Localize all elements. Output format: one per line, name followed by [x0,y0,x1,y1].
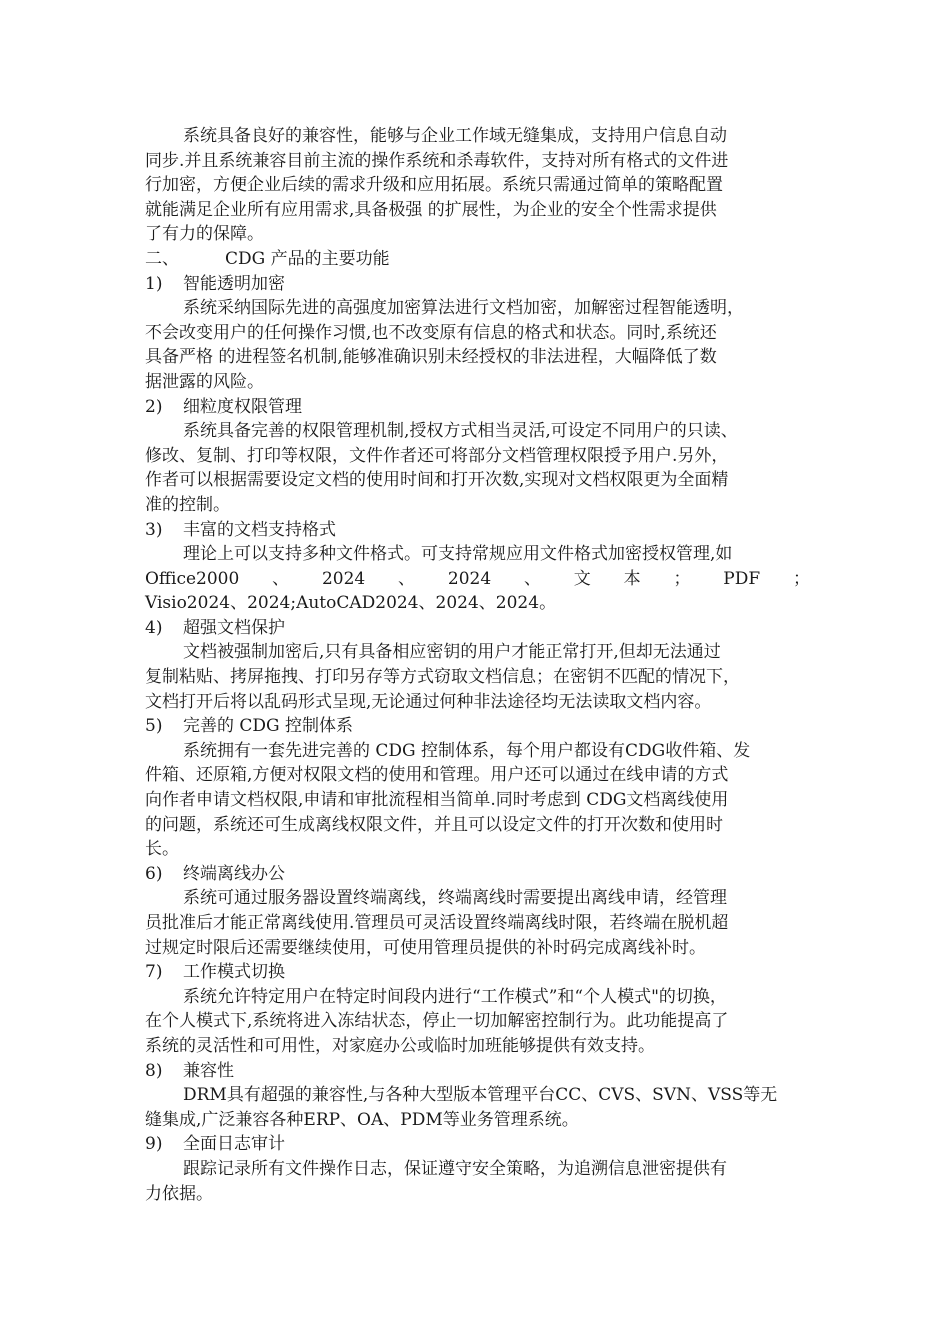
text-line: 系统具备良好的兼容性，能够与企业工作域无缝集成，支持用户信息自动 [183,126,727,146]
section-title: CDG 产品的主要功能 [225,248,390,269]
text-line: 的问题，系统还可生成离线权限文件，并且可以设定文件的打开次数和使用时 [145,814,723,835]
format-token: 、 [523,568,541,589]
text-line: 跟踪记录所有文件操作日志，保证遵守安全策略，为追溯信息泄密提供有 [183,1158,727,1179]
feature-number: 2) [145,396,163,417]
text-line: 系统可通过服务器设置终端离线，终端离线时需要提出离线申请，经管理 [183,888,727,909]
text-line: 不会改变用户的任何操作习惯,也不改变原有信息的格式和状态。同时,系统还 [145,322,717,343]
text-line: 具备严格 的进程签名机制,能够准确识别未经授权的非法进程，大幅降低了数 [145,347,717,368]
feature-title: 丰富的文档支持格式 [183,519,336,540]
format-token: PDF [723,568,761,589]
text-line: 文档被强制加密后,只有具备相应密钥的用户才能正常打开,但却无法通过 [183,642,721,663]
text-line: 缝集成,广泛兼容各种ERP、OA、PDM等业务管理系统。 [145,1109,579,1130]
text-line: 系统采纳国际先进的高强度加密算法进行文档加密，加解密过程智能透明， [183,298,744,319]
feature-title: 终端离线办公 [183,863,285,884]
feature-title: 超强文档保护 [183,617,285,638]
text-line: 件箱、还原箱,方便对权限文档的使用和管理。用户还可以通过在线申请的方式 [145,765,729,786]
feature-heading [145,960,810,985]
format-token: 2024 [447,568,492,589]
format-token: 本 [623,568,641,589]
feature-heading [145,272,810,297]
feature-title: 完善的 CDG 控制体系 [183,716,354,737]
feature-heading [145,518,810,543]
feature-heading [145,1132,810,1157]
format-token: 2024 [321,568,366,589]
feature-heading [145,714,810,739]
format-token: ； [792,568,810,589]
text-line: 复制粘贴、拷屏拖拽、打印另存等方式窃取文档信息；在密钥不匹配的情况下， [145,667,740,688]
justified-line [145,567,810,592]
text-line: 长。 [145,839,179,860]
feature-title: 细粒度权限管理 [183,396,302,417]
format-token: Office2000 [145,568,240,589]
feature-number: 4) [145,617,163,638]
text-line: DRM具有超强的兼容性,与各种大型版本管理平台CC、CVS、SVN、VSS等无 [183,1085,778,1106]
text-line: 系统具备完善的权限管理机制,授权方式相当灵活,可设定不同用户的只读、 [183,421,738,442]
feature-item [145,395,810,518]
intro-paragraph [145,124,810,247]
text-line: 在个人模式下,系统将进入冻结状态，停止一切加解密控制行为。此功能提高了 [145,1011,729,1032]
text-line: 系统拥有一套先进完善的 CDG 控制体系，每个用户都设有CDG收件箱、发 [183,740,751,761]
format-token: 、 [398,568,416,589]
feature-number: 1) [145,273,163,294]
feature-heading [145,862,810,887]
feature-item [145,862,810,960]
format-token: 、 [272,568,290,589]
text-line: 就能满足企业所有应用需求,具备极强 的扩展性，为企业的安全个性需求提供 [145,199,717,220]
feature-item [145,960,810,1058]
feature-number: 9) [145,1134,163,1155]
feature-number: 3) [145,519,163,540]
feature-item [145,272,810,395]
feature-number: 6) [145,863,163,884]
format-token: ； [673,568,691,589]
text-line: 系统允许特定用户在特定时间段内进行“工作模式”和“个人模式"的切换， [183,986,727,1007]
text-line: 员批准后才能正常离线使用.管理员可灵活设置终端离线时限，若终端在脱机超 [145,913,729,933]
text-line: Visio2024、2024;AutoCAD2024、2024、2024。 [145,593,557,614]
feature-item [145,518,810,616]
feature-heading [145,1059,810,1084]
feature-item [145,1132,810,1206]
format-token: 文 [573,568,591,589]
text-line: 据泄露的风险。 [145,371,264,392]
section-heading [145,247,810,272]
text-line: 准的控制。 [145,494,230,515]
feature-number: 7) [145,962,163,983]
text-line: 了有力的保障。 [145,224,264,245]
text-line: 作者可以根据需要设定文档的使用时间和打开次数,实现对文档权限更为全面精 [145,470,729,491]
section-number: 二、 [145,248,179,269]
feature-number: 8) [145,1060,163,1081]
feature-number: 5) [145,716,163,737]
text-line: 理论上可以支持多种文件格式。可支持常规应用文件格式加密授权管理,如 [183,544,733,565]
feature-item [145,714,810,862]
text-line: 行加密，方便企业后续的需求升级和应用拓展。系统只需通过简单的策略配置 [145,175,723,196]
document-body [145,124,810,1206]
text-line: 同步.并且系统兼容目前主流的操作系统和杀毒软件，支持对所有格式的文件进 [145,150,729,171]
text-line: 系统的灵活性和可用性，对家庭办公或临时加班能够提供有效支持。 [145,1035,655,1056]
feature-heading [145,616,810,641]
text-line: 向作者申请文档权限,申请和审批流程相当简单.同时考虑到 CDG文档离线使用 [145,790,729,811]
text-line: 过规定时限后还需要继续使用，可使用管理员提供的补时码完成离线补时。 [145,937,706,958]
text-line: 文档打开后将以乱码形式呈现,无论通过何种非法途径均无法读取文档内容。 [145,691,712,712]
feature-title: 工作模式切换 [183,962,285,983]
feature-title: 兼容性 [183,1060,234,1081]
feature-item [145,616,810,714]
feature-title: 全面日志审计 [183,1134,285,1155]
feature-title: 智能透明加密 [183,273,285,294]
feature-heading [145,395,810,420]
text-line: 力依据。 [145,1183,213,1204]
text-line: 修改、复制、打印等权限，文件作者还可将部分文档管理权限授予用户.另外， [145,445,729,466]
feature-item [145,1059,810,1133]
